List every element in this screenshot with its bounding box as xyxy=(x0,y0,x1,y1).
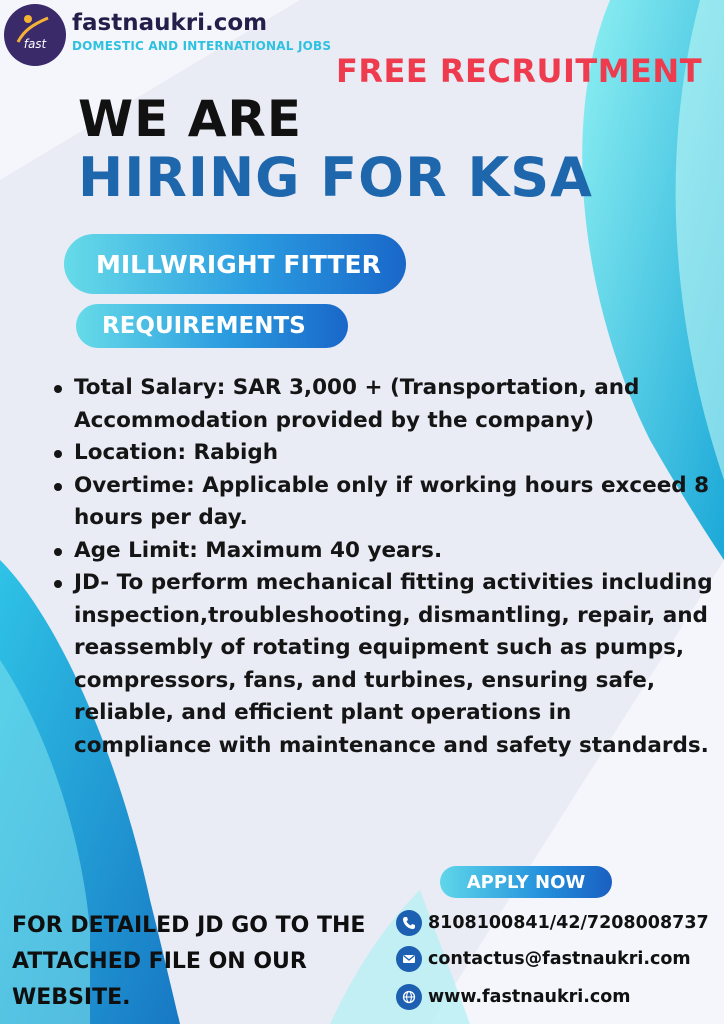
brand-tagline: DOMESTIC AND INTERNATIONAL JOBS xyxy=(72,39,332,53)
phone-icon xyxy=(396,910,422,936)
requirement-item: Overtime: Applicable only if working hours exceed 8 hours per day. xyxy=(52,470,714,535)
website-url: www.fastnaukri.com xyxy=(428,987,631,1007)
detailed-jd-note: FOR DETAILED JD GO TO THE ATTACHED FILE ON OUR WEBSITE. xyxy=(12,913,366,1010)
fastnaukri-logo xyxy=(4,4,66,66)
requirement-item: Location: Rabigh xyxy=(52,437,714,470)
phone-number: 8108100841/42/7208008737 xyxy=(428,913,709,933)
requirement-item: JD- To perform mechanical fitting activities including inspection,troubleshooting, dismantling, repair, and reassembly of rotating equipment such as pumps, compressors, fans, and turbines, ensuring safe, reliable, and efficient plant operations in compliance with maintenance and safety standards. xyxy=(52,567,714,762)
job-title-pill: MILLWRIGHT FITTER xyxy=(64,234,406,294)
logo-text: fast xyxy=(23,37,47,51)
requirements-list xyxy=(52,372,714,762)
free-recruitment-label: FREE RECRUITMENT xyxy=(336,52,703,90)
globe-icon xyxy=(396,984,422,1010)
email-contact[interactable] xyxy=(396,946,691,972)
requirements-pill: REQUIREMENTS xyxy=(76,304,348,348)
requirement-item: Age Limit: Maximum 40 years. xyxy=(52,535,714,568)
email-address: contactus@fastnaukri.com xyxy=(428,949,691,969)
phone-contact[interactable] xyxy=(396,910,709,936)
email-icon xyxy=(396,946,422,972)
headline-line2: HIRING FOR KSA xyxy=(78,146,593,209)
apply-now-button[interactable]: APPLY NOW xyxy=(440,866,612,898)
headline-line1: WE ARE xyxy=(78,90,303,148)
requirement-item: Total Salary: SAR 3,000 + (Transportation, and Accommodation provided by the company) xyxy=(52,372,714,437)
brand-name: fastnaukri.com xyxy=(72,10,268,36)
website-contact[interactable] xyxy=(396,984,631,1010)
